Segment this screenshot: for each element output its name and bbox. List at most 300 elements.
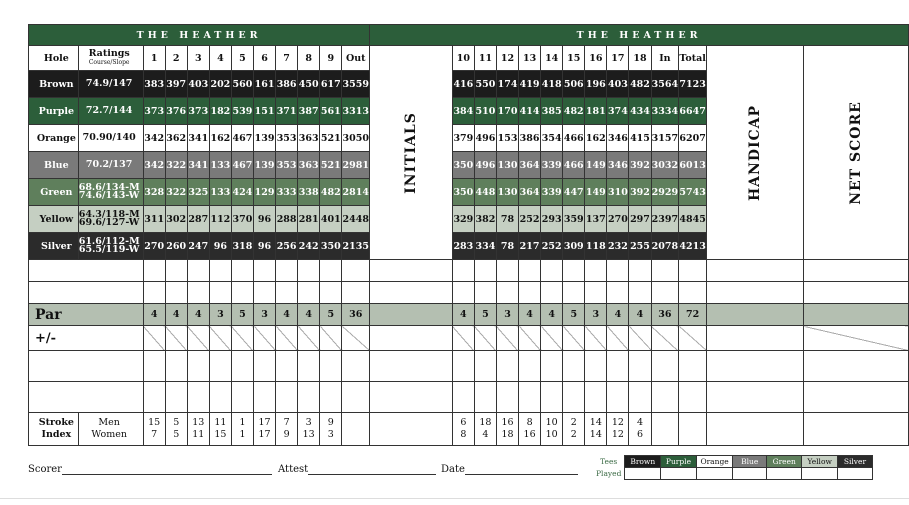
yardage-cell: 281 [298, 206, 320, 233]
score-cell[interactable] [452, 351, 474, 382]
stroke-index-cell [143, 413, 165, 446]
yardage-cell: 174 [496, 71, 518, 98]
player-name-cell[interactable] [29, 282, 144, 304]
scorer-field[interactable] [28, 464, 272, 475]
handicap-cell[interactable] [707, 282, 804, 304]
stroke-index-cell [607, 413, 629, 446]
ratings-header [78, 46, 143, 71]
score-cell[interactable] [474, 260, 496, 282]
score-cell[interactable] [563, 260, 585, 282]
yardage-cell: 339 [541, 179, 563, 206]
yardage-cell: 482 [629, 71, 651, 98]
yardage-cell: 342 [143, 125, 165, 152]
score-cell[interactable] [496, 382, 518, 413]
score-cell[interactable] [320, 382, 342, 413]
tee-rating-value: 65.5/119-W [78, 244, 140, 255]
yardage-cell: 217 [519, 233, 541, 260]
par-cell: 4 [165, 304, 187, 326]
initials-plus-minus-cell[interactable] [370, 326, 453, 351]
yardage-cell: 181 [585, 98, 607, 125]
plus-minus-cell[interactable] [342, 326, 370, 351]
yardage-cell: 2078 [651, 233, 679, 260]
score-cell[interactable] [187, 282, 209, 304]
score-cell[interactable] [452, 382, 474, 413]
yardage-cell: 342 [143, 152, 165, 179]
score-cell[interactable] [607, 282, 629, 304]
yardage-cell: 153 [496, 125, 518, 152]
par-cell: 4 [629, 304, 651, 326]
yardage-cell: 318 [231, 233, 253, 260]
men-index: 2 [570, 417, 577, 428]
score-cell[interactable] [187, 382, 209, 413]
hole-number: 1 [143, 46, 165, 71]
handicap-cell[interactable] [707, 382, 804, 413]
tee-box-brown: Brown [625, 456, 661, 468]
score-cell[interactable] [629, 351, 651, 382]
women-index: 9 [283, 429, 290, 440]
women-index: 1 [239, 429, 246, 440]
score-cell[interactable] [254, 382, 276, 413]
yardage-cell: 466 [563, 125, 585, 152]
yardage-cell: 2981 [342, 152, 370, 179]
yardage-cell: 521 [320, 152, 342, 179]
yardage-cell: 382 [474, 206, 496, 233]
score-cell[interactable] [563, 382, 585, 413]
score-cell[interactable] [607, 382, 629, 413]
yardage-cell: 338 [298, 179, 320, 206]
yardage-cell: 302 [165, 206, 187, 233]
plus-minus-cell[interactable] [276, 326, 298, 351]
hole-number: 8 [298, 46, 320, 71]
stroke-index-label [29, 413, 79, 446]
initials-cell[interactable] [370, 382, 453, 413]
score-cell[interactable] [143, 260, 165, 282]
title-row [29, 25, 909, 46]
yardage-cell: 341 [187, 152, 209, 179]
hole-number: 10 [452, 46, 474, 71]
score-cell[interactable] [651, 382, 679, 413]
score-cell[interactable] [320, 282, 342, 304]
stroke-index-cell [452, 413, 474, 446]
score-cell[interactable] [651, 282, 679, 304]
score-cell[interactable] [563, 282, 585, 304]
index-label: Index [41, 429, 72, 440]
score-cell[interactable] [519, 260, 541, 282]
score-cell[interactable] [496, 260, 518, 282]
yardage-cell: 466 [563, 152, 585, 179]
score-cell[interactable] [629, 282, 651, 304]
yardage-cell: 397 [165, 71, 187, 98]
hole-number: 14 [541, 46, 563, 71]
tee-name: Yellow [29, 206, 79, 233]
women-index: 14 [589, 429, 602, 440]
yardage-cell: 539 [231, 98, 253, 125]
yardage-cell: 112 [209, 206, 231, 233]
tee-rating-value: 70.90/140 [82, 132, 136, 143]
score-cell[interactable] [276, 351, 298, 382]
men-index: 13 [192, 417, 205, 428]
net-score-cell[interactable] [804, 260, 909, 282]
score-cell[interactable] [679, 382, 707, 413]
stroke-index-cell [629, 413, 651, 446]
men-index: 17 [258, 417, 271, 428]
hole-number: 18 [629, 46, 651, 71]
par-cell: 3 [496, 304, 518, 326]
yardage-cell: 387 [298, 98, 320, 125]
plus-minus-label: +/- [29, 326, 144, 351]
score-cell[interactable] [452, 282, 474, 304]
score-cell[interactable] [651, 260, 679, 282]
score-cell[interactable] [585, 282, 607, 304]
yardage-cell: 350 [320, 233, 342, 260]
yardage-cell: 363 [298, 152, 320, 179]
women-index: 18 [501, 429, 514, 440]
yardage-cell: 3334 [651, 98, 679, 125]
score-cell[interactable] [320, 260, 342, 282]
yardage-cell: 386 [276, 71, 298, 98]
hole-number: 16 [585, 46, 607, 71]
men-index: 1 [239, 417, 246, 428]
yardage-cell: 339 [541, 152, 563, 179]
yardage-cell: 560 [231, 71, 253, 98]
plus-minus-cell[interactable] [165, 326, 187, 351]
yardage-cell: 373 [187, 98, 209, 125]
yardage-cell: 550 [474, 71, 496, 98]
yardage-cell: 252 [541, 233, 563, 260]
scorecard-table [28, 24, 909, 446]
score-cell[interactable] [541, 282, 563, 304]
par-label: Par [29, 304, 144, 326]
tees-played-box [593, 455, 873, 480]
score-cell[interactable] [320, 351, 342, 382]
plus-minus-cell[interactable] [298, 326, 320, 351]
tee-rating [78, 233, 143, 260]
player-row-3 [29, 351, 909, 382]
yardage-cell: 182 [209, 98, 231, 125]
yardage-cell: 3559 [342, 71, 370, 98]
score-cell[interactable] [254, 260, 276, 282]
total-index-cell [679, 413, 707, 446]
yardage-cell: 329 [452, 206, 474, 233]
men-index: 16 [501, 417, 514, 428]
plus-minus-cell[interactable] [209, 326, 231, 351]
score-cell[interactable] [519, 351, 541, 382]
yardage-cell: 311 [143, 206, 165, 233]
tee-rating-value: 72.7/144 [85, 105, 133, 116]
tee-name: Orange [29, 125, 79, 152]
yardage-cell: 496 [474, 152, 496, 179]
handicap-label: HANDICAP [747, 104, 764, 201]
stroke-index-cell [254, 413, 276, 446]
scorecard-footer [28, 455, 873, 483]
score-cell[interactable] [342, 260, 370, 282]
score-cell[interactable] [474, 282, 496, 304]
score-cell[interactable] [187, 351, 209, 382]
yardage-cell: 322 [165, 152, 187, 179]
yardage-cell: 232 [607, 233, 629, 260]
stroke-index-cell [320, 413, 342, 446]
score-cell[interactable] [585, 260, 607, 282]
score-cell[interactable] [629, 260, 651, 282]
score-cell[interactable] [519, 382, 541, 413]
score-cell[interactable] [231, 260, 253, 282]
yardage-cell: 247 [187, 233, 209, 260]
tee-box-purple: Purple [661, 456, 697, 468]
score-cell[interactable] [187, 260, 209, 282]
player-name-cell[interactable] [29, 260, 144, 282]
net-score-par-cell [804, 304, 909, 326]
yardage-cell: 346 [607, 152, 629, 179]
yardage-cell: 392 [629, 152, 651, 179]
score-cell[interactable] [342, 351, 370, 382]
men-index: 11 [214, 417, 227, 428]
attest-field[interactable] [278, 464, 436, 475]
plus-minus-cell[interactable] [585, 326, 607, 351]
yardage-cell: 346 [607, 125, 629, 152]
yardage-cell: 270 [607, 206, 629, 233]
hole-number: 15 [563, 46, 585, 71]
yardage-cell: 424 [231, 179, 253, 206]
hole-number: 9 [320, 46, 342, 71]
yardage-cell: 334 [474, 233, 496, 260]
score-cell[interactable] [541, 382, 563, 413]
yardage-cell: 118 [585, 233, 607, 260]
yardage-cell: 467 [231, 152, 253, 179]
plus-minus-cell[interactable] [563, 326, 585, 351]
yardage-cell: 3564 [651, 71, 679, 98]
handicap-column [707, 46, 804, 260]
score-cell[interactable] [276, 260, 298, 282]
score-cell[interactable] [298, 382, 320, 413]
played-checkbox[interactable] [625, 468, 661, 480]
plus-minus-cell[interactable] [519, 326, 541, 351]
initials-cell[interactable] [370, 351, 453, 382]
par-cell: 5 [563, 304, 585, 326]
score-cell[interactable] [342, 282, 370, 304]
score-cell[interactable] [496, 351, 518, 382]
net-score-label: NET SCORE [848, 100, 865, 205]
score-cell[interactable] [585, 382, 607, 413]
yardage-cell: 370 [231, 206, 253, 233]
score-cell[interactable] [651, 351, 679, 382]
yardage-cell: 260 [165, 233, 187, 260]
yardage-cell: 270 [143, 233, 165, 260]
stroke-index-cell [541, 413, 563, 446]
score-cell[interactable] [585, 351, 607, 382]
score-cell[interactable] [541, 351, 563, 382]
score-cell[interactable] [679, 351, 707, 382]
women-index: 16 [523, 429, 536, 440]
par-cell: 4 [276, 304, 298, 326]
stroke-index-cell [298, 413, 320, 446]
yardage-cell: 4213 [679, 233, 707, 260]
par-cell: 3 [585, 304, 607, 326]
date-field[interactable] [441, 464, 578, 475]
score-cell[interactable] [209, 351, 231, 382]
net-score-cell[interactable] [804, 382, 909, 413]
tee-rating-value: 69.6/127-W [78, 217, 140, 228]
score-cell[interactable] [165, 282, 187, 304]
yardage-cell: 510 [474, 98, 496, 125]
score-cell[interactable] [231, 382, 253, 413]
plus-minus-cell[interactable] [679, 326, 707, 351]
tee-rating-value: 74.9/147 [85, 78, 133, 89]
score-cell[interactable] [143, 382, 165, 413]
initials-cell[interactable] [370, 260, 453, 282]
tees-label: Tees [600, 457, 618, 466]
plus-minus-cell[interactable] [254, 326, 276, 351]
handicap-par-cell [707, 304, 804, 326]
yardage-cell: 617 [320, 71, 342, 98]
plus-minus-cell[interactable] [231, 326, 253, 351]
plus-minus-cell[interactable] [541, 326, 563, 351]
played-label: Played [596, 469, 622, 478]
yardage-cell: 419 [519, 71, 541, 98]
score-cell[interactable] [276, 382, 298, 413]
plus-minus-cell[interactable] [320, 326, 342, 351]
stroke-index-cell [519, 413, 541, 446]
yardage-cell: 447 [563, 179, 585, 206]
yardage-cell: 403 [187, 71, 209, 98]
score-cell[interactable] [679, 282, 707, 304]
yardage-cell: 3032 [651, 152, 679, 179]
hole-number: 13 [519, 46, 541, 71]
score-cell[interactable] [165, 351, 187, 382]
yardage-cell: 137 [585, 206, 607, 233]
net-score-cell[interactable] [804, 351, 909, 382]
tee-rating [78, 125, 143, 152]
score-cell[interactable] [143, 351, 165, 382]
plus-minus-cell[interactable] [143, 326, 165, 351]
score-cell[interactable] [496, 282, 518, 304]
yardage-cell: 374 [607, 98, 629, 125]
score-cell[interactable] [254, 282, 276, 304]
yardage-cell: 434 [629, 98, 651, 125]
played-checkbox[interactable] [837, 468, 872, 480]
women-index: 5 [173, 429, 180, 440]
course-title-front: THE HEATHER [29, 25, 370, 46]
women-index: 4 [482, 429, 489, 440]
score-cell[interactable] [541, 260, 563, 282]
tee-rating [78, 152, 143, 179]
yardage-cell: 2448 [342, 206, 370, 233]
score-cell[interactable] [165, 260, 187, 282]
men-index: 3 [305, 417, 312, 428]
score-cell[interactable] [276, 282, 298, 304]
yardage-cell: 139 [254, 125, 276, 152]
women-index: 12 [611, 429, 624, 440]
played-checkbox[interactable] [733, 468, 767, 480]
score-cell[interactable] [629, 382, 651, 413]
tee-rating-value: 70.2/137 [85, 159, 133, 170]
stroke-label: Stroke [38, 417, 74, 428]
yardage-cell: 151 [254, 98, 276, 125]
score-cell[interactable] [254, 351, 276, 382]
score-cell[interactable] [679, 260, 707, 282]
par-cell: 5 [474, 304, 496, 326]
score-cell[interactable] [298, 351, 320, 382]
yardage-cell: 139 [254, 152, 276, 179]
par-cell: 3 [254, 304, 276, 326]
plus-minus-cell[interactable] [187, 326, 209, 351]
handicap-plus-minus-cell[interactable] [707, 326, 804, 351]
yardage-cell: 196 [585, 71, 607, 98]
plus-minus-cell[interactable] [452, 326, 474, 351]
score-cell[interactable] [342, 382, 370, 413]
score-cell[interactable] [474, 351, 496, 382]
women-index: 8 [460, 429, 467, 440]
stroke-index-cell [209, 413, 231, 446]
women-index: 11 [192, 429, 205, 440]
stroke-index-row [29, 413, 909, 446]
yardage-cell: 364 [519, 179, 541, 206]
score-cell[interactable] [563, 351, 585, 382]
plus-minus-cell[interactable] [496, 326, 518, 351]
yardage-cell: 403 [607, 71, 629, 98]
player-name-cell[interactable] [29, 382, 144, 413]
net-score-column [804, 46, 909, 260]
score-cell[interactable] [143, 282, 165, 304]
score-cell[interactable] [452, 260, 474, 282]
yardage-cell: 350 [452, 179, 474, 206]
net-score-plus-minus-cell[interactable] [804, 326, 909, 351]
played-checkbox[interactable] [661, 468, 697, 480]
played-checkbox[interactable] [802, 468, 838, 480]
played-checkbox[interactable] [767, 468, 802, 480]
score-cell[interactable] [209, 282, 231, 304]
women-label: Women [91, 429, 127, 440]
initials-cell[interactable] [370, 282, 453, 304]
handicap-cell[interactable] [707, 351, 804, 382]
score-cell[interactable] [607, 351, 629, 382]
plus-minus-cell[interactable] [607, 326, 629, 351]
yardage-cell: 202 [209, 71, 231, 98]
handicap-cell[interactable] [707, 260, 804, 282]
yardage-cell: 386 [519, 125, 541, 152]
yardage-cell: 384 [452, 98, 474, 125]
score-cell[interactable] [165, 382, 187, 413]
plus-minus-cell[interactable] [474, 326, 496, 351]
hole-number: 17 [607, 46, 629, 71]
hole-number: In [651, 46, 679, 71]
plus-minus-cell[interactable] [629, 326, 651, 351]
score-cell[interactable] [298, 282, 320, 304]
score-cell[interactable] [474, 382, 496, 413]
plus-minus-cell[interactable] [651, 326, 679, 351]
player-name-cell[interactable] [29, 351, 144, 382]
yardage-cell: 2929 [651, 179, 679, 206]
score-cell[interactable] [209, 382, 231, 413]
score-cell[interactable] [519, 282, 541, 304]
score-cell[interactable] [607, 260, 629, 282]
yardage-cell: 328 [143, 179, 165, 206]
yardage-cell: 506 [563, 71, 585, 98]
net-score-cell[interactable] [804, 282, 909, 304]
women-index: 17 [258, 429, 271, 440]
tee-rating [78, 179, 143, 206]
men-index: 8 [526, 417, 533, 428]
tee-name: Blue [29, 152, 79, 179]
initials-column [370, 46, 453, 260]
yardage-cell: 3050 [342, 125, 370, 152]
score-cell[interactable] [231, 282, 253, 304]
score-cell[interactable] [209, 260, 231, 282]
yardage-cell: 414 [519, 98, 541, 125]
yardage-cell: 353 [276, 125, 298, 152]
score-cell[interactable] [298, 260, 320, 282]
played-checkbox[interactable] [696, 468, 733, 480]
score-cell[interactable] [231, 351, 253, 382]
